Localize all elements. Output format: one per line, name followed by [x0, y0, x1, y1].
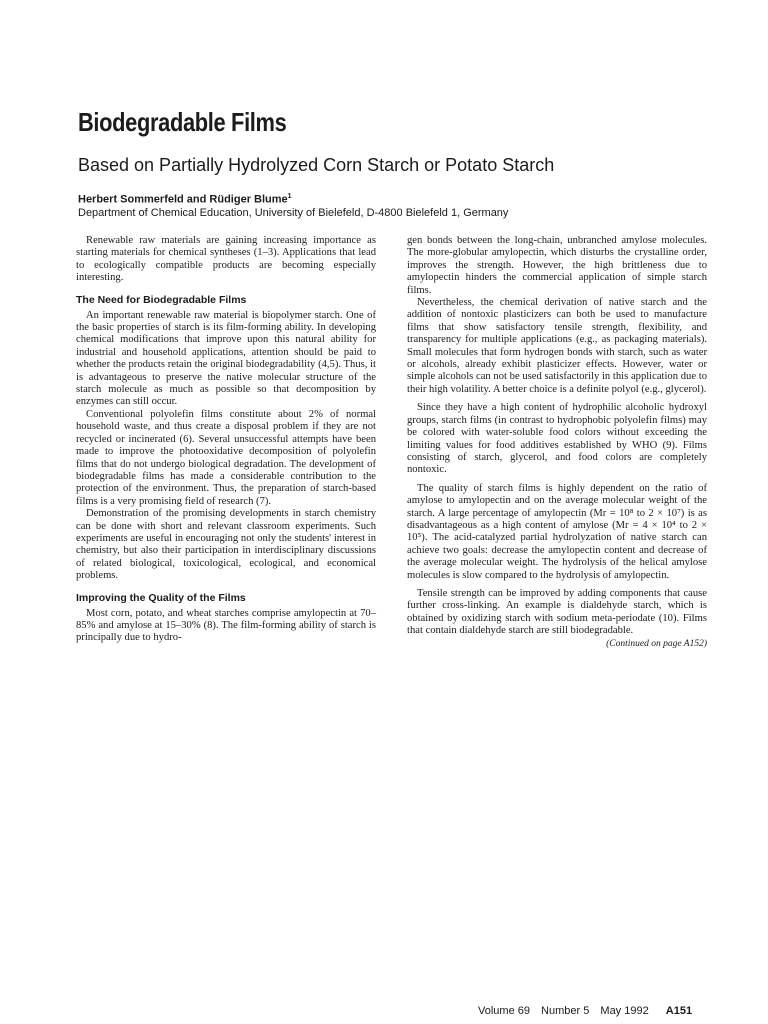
paragraph: Demonstration of the promising developments in starch chemistry can be done with short and relevant classroom experiments. Such experiments are useful in encouraging not only the students' interest in chemistry, but also their participation in interdisciplinary discussions of related biological, toxicological, ecological, and economical problems. — [76, 508, 376, 582]
paragraph: The quality of starch films is highly dependent on the ratio of amylose to amylopectin and on the average molecular weight of the starch. A large percentage of amylopectin (Mr = 10⁸ to 2 × 10⁷) is as disadvantageous as a high content of amylose (Mr = 4 × 10⁴ to 2 × 10⁵). The acid-catalyzed partial hydrolyzation of native starch can achieve two goals: decrease the amylopectin content and decrease of the average molecular weight. The hydrolysis of the helical amylose molecules is slow compared to the hydrolysis of amylopectin. — [407, 482, 707, 581]
paragraph: gen bonds between the long-chain, unbranched amylose molecules. The more-globular amylopectin, which disturbs the crystalline order, improves the strength. However, the high brittleness due to amylopectin hinders the commercial application of simple starch films. — [407, 235, 707, 296]
page-footer — [478, 1005, 692, 1017]
footer-volume: Volume 69 — [478, 1005, 530, 1017]
author-footnote-mark: 1 — [287, 193, 292, 200]
section-heading-improving: Improving the Quality of the Films — [76, 591, 246, 604]
footer-date: May 1992 — [600, 1005, 649, 1017]
paragraph: Conventional polyolefin films constitute about 2% of normal household waste, and thus create a disposal problem if they are not recycled or incinerated (6). Several unsuccessful attempts have been made to improve the photooxidative decomposition of polyolefin films that do not undergo biological degradation. The development of biodegradable films has made a considerable contribution to the protection of the environment. Thus, the preparation of starch-based films is a very promising field of research (7). — [76, 408, 376, 507]
article-title: Biodegradable Films — [78, 107, 287, 137]
paragraph: Since they have a high content of hydrophilic alcoholic hydroxyl groups, starch films (in contrast to hydrophobic polyolefin films) may be colored with water-soluble food colors without exceeding the limiting values for food additives established by WHO (9). Films consisting of starch, glycerol, and food colors are completely nontoxic. — [407, 402, 707, 476]
article-authors — [78, 193, 292, 206]
left-column — [76, 235, 376, 645]
paragraph: An important renewable raw material is biopolymer starch. One of the basic properties of starch is its film-forming ability. In developing chemical modifications that improve upon this natural ability for industrial and household applications, attention should be paid to whether the products retain the original biodegradability (4,5). Thus, it is advantageous to preserve the native molecular structure of the starch molecule as much as possible so that decomposition by enzymes can still occur. — [76, 309, 376, 408]
paragraph — [407, 587, 707, 649]
paragraph: Most corn, potato, and wheat starches comprise amylopectin at 70–85% and amylose at 15–30% (8). The film-forming ability of starch is principally due to hydro- — [76, 607, 376, 644]
page-number: A151 — [665, 1005, 693, 1017]
continued-note: (Continued on page A152) — [606, 638, 707, 649]
right-column — [407, 235, 707, 650]
intro-paragraph: Renewable raw materials are gaining increasing importance as starting materials for chemical syntheses (1–3). Applications that lead to ecologically compatible products are becoming especially interesting. — [76, 235, 376, 284]
paragraph: Nevertheless, the chemical derivation of native starch and the addition of nontoxic plasticizers can both be used to manufacture films that show satisfactory tensile strength, flexibility, and transparency for multiple applications (e.g., as packaging materials). Small molecules that form hydrogen bonds with starch, such as water or alcohols, already exhibit plasticizer effects. However, water or simple alcohols can not be used satisfactorily in this application due to their high volatility. A better choice is a definite polyol (e.g., glycerol). — [407, 297, 707, 395]
article-subtitle: Based on Partially Hydrolyzed Corn Starch or Potato Starch — [78, 155, 555, 175]
section-heading-need: The Need for Biodegradable Films — [76, 293, 247, 306]
author-names: Herbert Sommerfeld and Rüdiger Blume — [78, 193, 288, 206]
author-affiliation: Department of Chemical Education, University of Bielefeld, D-4800 Bielefeld 1, Germany — [78, 207, 509, 219]
paragraph-text: Tensile strength can be improved by adding components that cause further cross-linking. An example is dialdehyde starch, which is obtained by oxidizing starch with sodium meta-periodate (10). Films that contain dialdehyde starch are still biodegradable. — [407, 587, 707, 637]
footer-number: Number 5 — [541, 1005, 590, 1017]
